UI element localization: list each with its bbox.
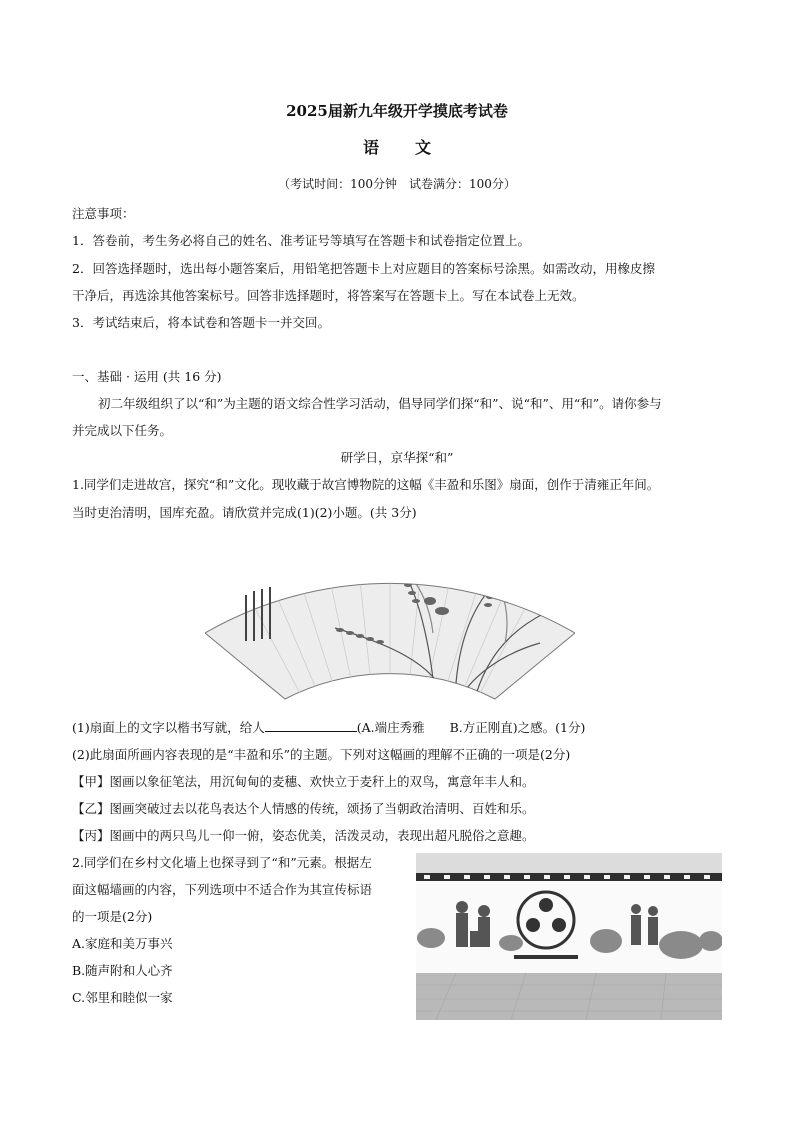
question-1-1-prefix: (1)扇面上的文字以楷书写就，给人	[72, 720, 265, 735]
question-1-1-suffix: (A.端庄秀雅 B.方正刚直)之感。(1分)	[356, 720, 586, 735]
question-2: 面这幅墙画的内容，下列选项中不适合作为其宣传标语	[72, 882, 373, 897]
question-1: 当时吏治清明，国库充盈。请欣赏并完成(1)(2)小题。(共 3分)	[72, 505, 417, 520]
section-intro: 并完成以下任务。	[72, 423, 173, 438]
notice-item: 2．回答选择题时，选出每小题答案后，用铅笔把答题卡上对应题目的答案标号涂黑。如需改动，用橡皮擦	[72, 261, 655, 276]
option-jia: 【甲】图画以象征笔法，用沉甸甸的麦穗、欢快立于麦秆上的双鸟，寓意年丰人和。	[72, 774, 535, 789]
q2-option-c: C.邻里和睦似一家	[72, 990, 173, 1005]
exam-time-info: （考试时间：100分钟 试卷满分：100分）	[278, 177, 516, 191]
notice-item: 3．考试结束后，将本试卷和答题卡一并交回。	[72, 315, 330, 330]
question-2: 的一项是(2分)	[72, 909, 153, 924]
question-1: 1.同学们走进故宫，探究“和”文化。现收藏于故宫博物院的这幅《丰盈和乐图》扇面，创作于清雍正年间。	[72, 477, 660, 492]
notice-heading: 注意事项：	[72, 206, 135, 221]
q2-option-a: A.家庭和美万事兴	[72, 936, 173, 951]
exam-title: 2025届新九年级开学摸底考试卷	[286, 102, 508, 120]
section-heading: 一、基础 · 运用 (共 16 分)	[72, 369, 222, 384]
section-subheading: 研学日，京华探“和”	[340, 450, 454, 465]
subject-title: 语文	[362, 138, 467, 157]
q2-option-b: B.随声附和人心齐	[72, 963, 173, 978]
notice-item: 干净后，再选涂其他答案标号。回答非选择题时，将答案写在答题卡上。写在本试卷上无效。	[72, 288, 585, 303]
notice-item: 1．答卷前，考生务必将自己的姓名、准考证号等填写在答题卡和试卷指定位置上。	[72, 233, 530, 248]
fan-painting-image	[205, 533, 575, 703]
question-2: 2.同学们在乡村文化墙上也探寻到了“和”元素。根据左	[72, 855, 372, 870]
answer-blank[interactable]	[265, 720, 357, 732]
village-wall-mural-image	[416, 853, 722, 1020]
option-yi: 【乙】图画突破过去以花鸟表达个人情感的传统，颂扬了当朝政治清明、百姓和乐。	[72, 801, 535, 816]
option-bing: 【丙】图画中的两只鸟儿一仰一俯，姿态优美，活泼灵动，表现出超凡脱俗之意趣。	[72, 828, 535, 843]
section-intro: 初二年级组织了以“和”为主题的语文综合性学习活动，倡导同学们探“和”、说“和”、用“和”。请你参与	[98, 396, 662, 411]
question-1-2: (2)此扇面所画内容表现的是“丰盈和乐”的主题。下列对这幅画的理解不正确的一项是(2分)	[72, 747, 571, 762]
question-1-1	[72, 718, 585, 736]
